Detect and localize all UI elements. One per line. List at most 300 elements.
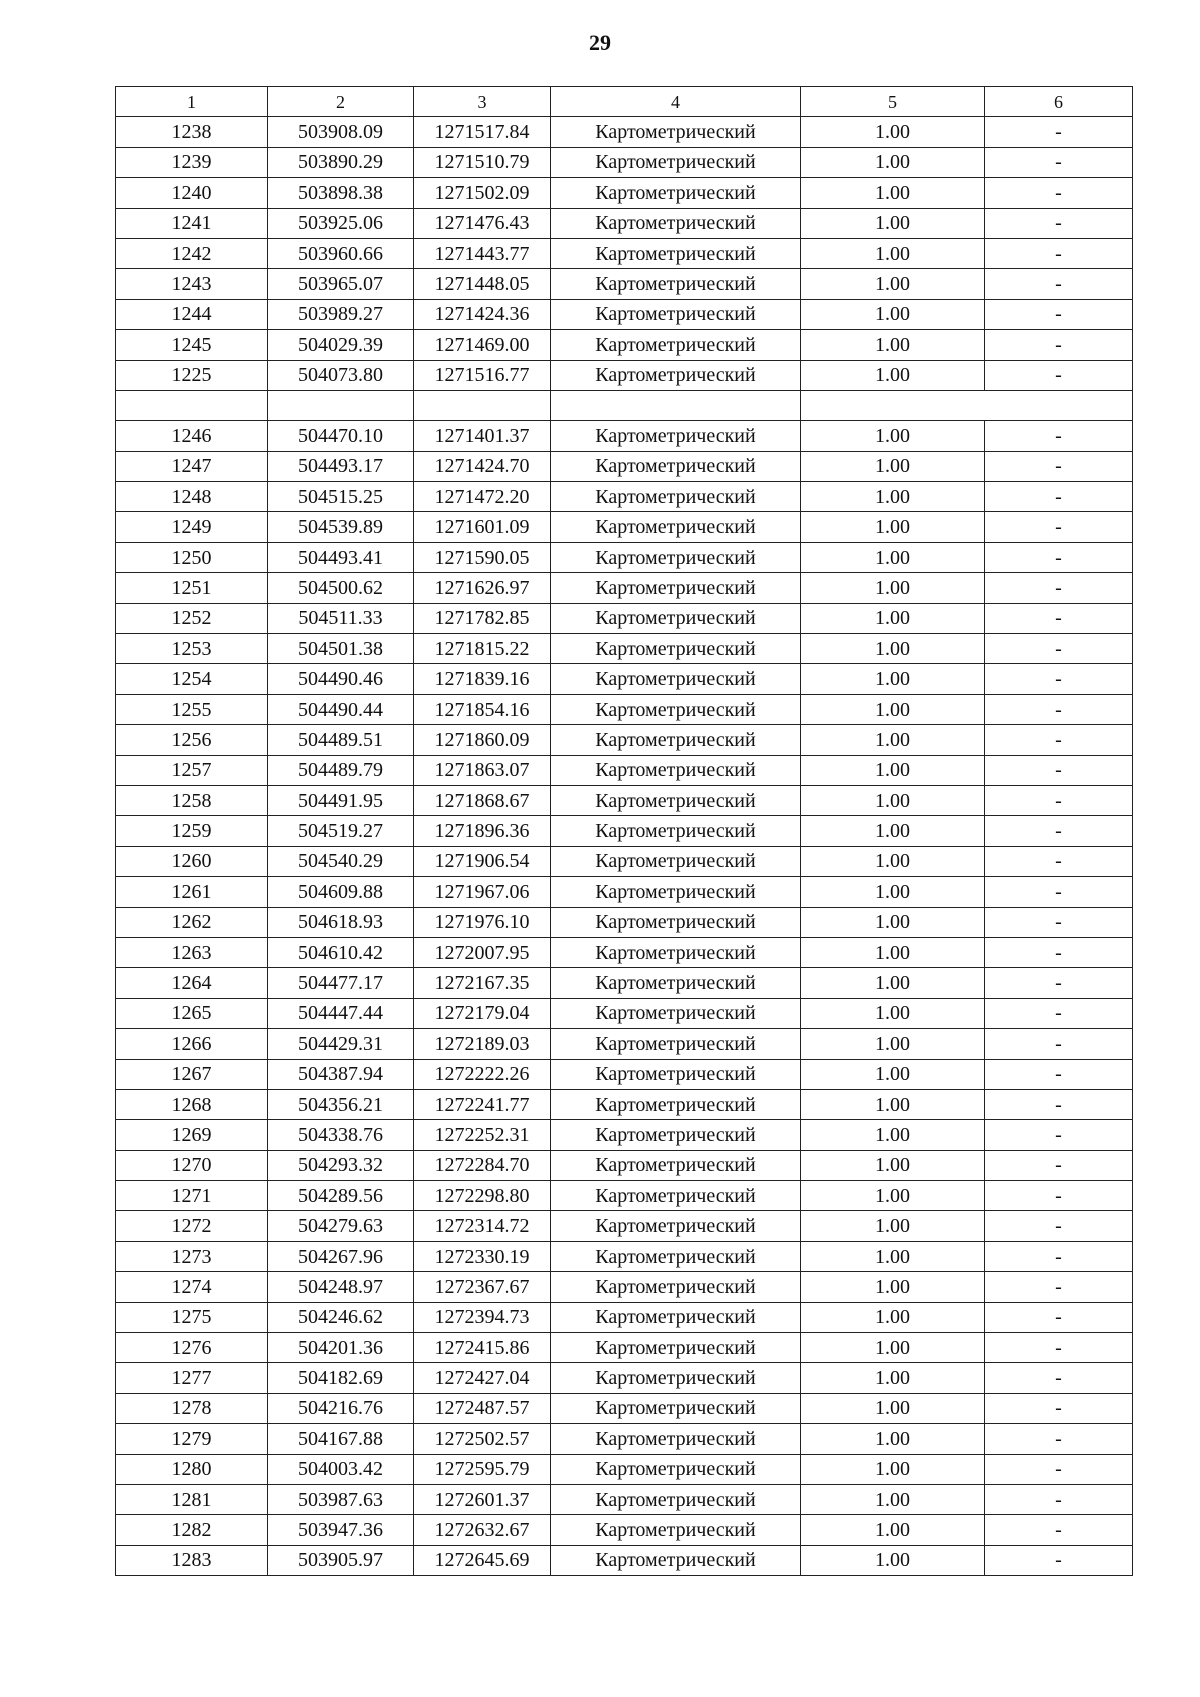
table-row: [116, 542, 1133, 572]
note-cell: [985, 390, 1133, 420]
accuracy-cell: 1.00: [801, 421, 985, 451]
note-cell: -: [985, 664, 1133, 694]
note-cell: -: [985, 785, 1133, 815]
point-number-cell: 1269: [116, 1120, 268, 1150]
x-coordinate-cell: 504216.76: [268, 1393, 414, 1423]
point-number-cell: 1225: [116, 360, 268, 390]
method-cell: Картометрический: [551, 299, 801, 329]
note-cell: -: [985, 330, 1133, 360]
note-cell: -: [985, 542, 1133, 572]
table-row: [116, 1120, 1133, 1150]
table-row: [116, 390, 1133, 420]
accuracy-cell: 1.00: [801, 1363, 985, 1393]
accuracy-cell: 1.00: [801, 1333, 985, 1363]
point-number-cell: 1263: [116, 937, 268, 967]
note-cell: -: [985, 907, 1133, 937]
y-coordinate-cell: 1272487.57: [414, 1393, 551, 1423]
table-row: [116, 117, 1133, 147]
x-coordinate-cell: 504201.36: [268, 1333, 414, 1363]
accuracy-cell: 1.00: [801, 907, 985, 937]
method-cell: Картометрический: [551, 542, 801, 572]
accuracy-cell: 1.00: [801, 1211, 985, 1241]
table-row: [116, 1150, 1133, 1180]
x-coordinate-cell: 504267.96: [268, 1241, 414, 1271]
point-number-cell: 1277: [116, 1363, 268, 1393]
x-coordinate-cell: 504519.27: [268, 816, 414, 846]
table-row: [116, 634, 1133, 664]
point-number-cell: 1255: [116, 694, 268, 724]
note-cell: -: [985, 1515, 1133, 1545]
y-coordinate-cell: 1272252.31: [414, 1120, 551, 1150]
method-cell: Картометрический: [551, 1333, 801, 1363]
method-cell: Картометрический: [551, 998, 801, 1028]
y-coordinate-cell: 1271967.06: [414, 877, 551, 907]
y-coordinate-cell: 1271401.37: [414, 421, 551, 451]
table-row: [116, 1393, 1133, 1423]
method-cell: Картометрический: [551, 1211, 801, 1241]
x-coordinate-cell: 503965.07: [268, 269, 414, 299]
y-coordinate-cell: 1272189.03: [414, 1029, 551, 1059]
method-cell: Картометрический: [551, 512, 801, 542]
method-cell: Картометрический: [551, 1059, 801, 1089]
table-row: [116, 907, 1133, 937]
x-coordinate-cell: 504618.93: [268, 907, 414, 937]
x-coordinate-cell: 504609.88: [268, 877, 414, 907]
method-cell: Картометрический: [551, 573, 801, 603]
x-coordinate-cell: 504356.21: [268, 1089, 414, 1119]
page-number: 29: [589, 30, 611, 55]
y-coordinate-cell: 1271443.77: [414, 238, 551, 268]
point-number-cell: 1238: [116, 117, 268, 147]
note-cell: -: [985, 238, 1133, 268]
x-coordinate-cell: 504246.62: [268, 1302, 414, 1332]
table-row: [116, 573, 1133, 603]
note-cell: -: [985, 877, 1133, 907]
point-number-cell: 1259: [116, 816, 268, 846]
point-number-cell: 1262: [116, 907, 268, 937]
point-number-cell: 1270: [116, 1150, 268, 1180]
y-coordinate-cell: 1272367.67: [414, 1272, 551, 1302]
accuracy-cell: 1.00: [801, 968, 985, 998]
accuracy-cell: 1.00: [801, 1515, 985, 1545]
point-number-cell: 1256: [116, 725, 268, 755]
note-cell: -: [985, 1059, 1133, 1089]
point-number-cell: 1248: [116, 482, 268, 512]
point-number-cell: 1253: [116, 634, 268, 664]
table-row: [116, 998, 1133, 1028]
method-cell: Картометрический: [551, 1545, 801, 1575]
point-number-cell: 1260: [116, 846, 268, 876]
accuracy-cell: 1.00: [801, 178, 985, 208]
table-row: [116, 147, 1133, 177]
y-coordinate-cell: 1271502.09: [414, 178, 551, 208]
point-number-cell: 1249: [116, 512, 268, 542]
accuracy-cell: 1.00: [801, 299, 985, 329]
x-coordinate-cell: 504429.31: [268, 1029, 414, 1059]
method-cell: Картометрический: [551, 816, 801, 846]
y-coordinate-cell: 1272601.37: [414, 1484, 551, 1514]
table-row: [116, 1545, 1133, 1575]
note-cell: -: [985, 1424, 1133, 1454]
table-row: [116, 208, 1133, 238]
note-cell: -: [985, 1211, 1133, 1241]
y-coordinate-cell: 1271601.09: [414, 512, 551, 542]
accuracy-cell: 1.00: [801, 482, 985, 512]
point-number-cell: 1280: [116, 1454, 268, 1484]
method-cell: Картометрический: [551, 208, 801, 238]
table-row: [116, 1363, 1133, 1393]
method-cell: Картометрический: [551, 725, 801, 755]
table-row: [116, 846, 1133, 876]
method-cell: Картометрический: [551, 1393, 801, 1423]
note-cell: -: [985, 1150, 1133, 1180]
x-coordinate-cell: 504493.41: [268, 542, 414, 572]
accuracy-cell: 1.00: [801, 785, 985, 815]
y-coordinate-cell: 1271863.07: [414, 755, 551, 785]
point-number-cell: 1252: [116, 603, 268, 633]
method-cell: Картометрический: [551, 877, 801, 907]
note-cell: -: [985, 147, 1133, 177]
x-coordinate-cell: 504477.17: [268, 968, 414, 998]
table-row: [116, 937, 1133, 967]
y-coordinate-cell: 1271590.05: [414, 542, 551, 572]
x-coordinate-cell: 504490.46: [268, 664, 414, 694]
y-coordinate-cell: 1272241.77: [414, 1089, 551, 1119]
table-row: [116, 1241, 1133, 1271]
column-header-2: 2: [268, 87, 414, 117]
x-coordinate-cell: 504279.63: [268, 1211, 414, 1241]
note-cell: -: [985, 1029, 1133, 1059]
note-cell: -: [985, 1545, 1133, 1575]
method-cell: Картометрический: [551, 968, 801, 998]
note-cell: -: [985, 603, 1133, 633]
x-coordinate-cell: 504610.42: [268, 937, 414, 967]
method-cell: Картометрический: [551, 360, 801, 390]
point-number-cell: 1251: [116, 573, 268, 603]
note-cell: -: [985, 360, 1133, 390]
method-cell: Картометрический: [551, 664, 801, 694]
x-coordinate-cell: 504540.29: [268, 846, 414, 876]
point-number-cell: 1257: [116, 755, 268, 785]
table-row: [116, 725, 1133, 755]
y-coordinate-cell: 1272179.04: [414, 998, 551, 1028]
method-cell: Картометрический: [551, 147, 801, 177]
y-coordinate-cell: 1271448.05: [414, 269, 551, 299]
accuracy-cell: 1.00: [801, 542, 985, 572]
method-cell: Картометрический: [551, 694, 801, 724]
x-coordinate-cell: 504515.25: [268, 482, 414, 512]
table-row: [116, 330, 1133, 360]
accuracy-cell: 1.00: [801, 147, 985, 177]
y-coordinate-cell: 1272167.35: [414, 968, 551, 998]
x-coordinate-cell: 503890.29: [268, 147, 414, 177]
note-cell: -: [985, 1393, 1133, 1423]
x-coordinate-cell: 504447.44: [268, 998, 414, 1028]
point-number-cell: 1258: [116, 785, 268, 815]
point-number-cell: 1266: [116, 1029, 268, 1059]
method-cell: Картометрический: [551, 937, 801, 967]
note-cell: -: [985, 512, 1133, 542]
note-cell: -: [985, 451, 1133, 481]
y-coordinate-cell: 1271472.20: [414, 482, 551, 512]
table-row: [116, 269, 1133, 299]
x-coordinate-cell: 504289.56: [268, 1181, 414, 1211]
x-coordinate-cell: 504387.94: [268, 1059, 414, 1089]
x-coordinate-cell: 504490.44: [268, 694, 414, 724]
table-row: [116, 1029, 1133, 1059]
point-number-cell: 1282: [116, 1515, 268, 1545]
accuracy-cell: 1.00: [801, 1393, 985, 1423]
method-cell: Картометрический: [551, 1363, 801, 1393]
point-number-cell: 1240: [116, 178, 268, 208]
method-cell: Картометрический: [551, 1272, 801, 1302]
accuracy-cell: 1.00: [801, 725, 985, 755]
accuracy-cell: 1.00: [801, 603, 985, 633]
method-cell: Картометрический: [551, 238, 801, 268]
accuracy-cell: 1.00: [801, 1029, 985, 1059]
x-coordinate-cell: 504500.62: [268, 573, 414, 603]
accuracy-cell: 1.00: [801, 998, 985, 1028]
y-coordinate-cell: 1271424.36: [414, 299, 551, 329]
point-number-cell: 1250: [116, 542, 268, 572]
point-number-cell: 1279: [116, 1424, 268, 1454]
accuracy-cell: 1.00: [801, 846, 985, 876]
coordinates-table: [115, 86, 1133, 1576]
method-cell: Картометрический: [551, 1150, 801, 1180]
y-coordinate-cell: 1271815.22: [414, 634, 551, 664]
table-row: [116, 1181, 1133, 1211]
x-coordinate-cell: 504073.80: [268, 360, 414, 390]
method-cell: Картометрический: [551, 451, 801, 481]
method-cell: Картометрический: [551, 1241, 801, 1271]
y-coordinate-cell: 1271424.70: [414, 451, 551, 481]
note-cell: -: [985, 634, 1133, 664]
column-header-6: 6: [985, 87, 1133, 117]
note-cell: -: [985, 1302, 1133, 1332]
method-cell: Картометрический: [551, 907, 801, 937]
y-coordinate-cell: 1271896.36: [414, 816, 551, 846]
note-cell: -: [985, 998, 1133, 1028]
x-coordinate-cell: 504248.97: [268, 1272, 414, 1302]
point-number-cell: 1242: [116, 238, 268, 268]
method-cell: Картометрический: [551, 603, 801, 633]
accuracy-cell: 1.00: [801, 877, 985, 907]
note-cell: -: [985, 1181, 1133, 1211]
method-cell: Картометрический: [551, 178, 801, 208]
accuracy-cell: 1.00: [801, 1484, 985, 1514]
y-coordinate-cell: 1272427.04: [414, 1363, 551, 1393]
table-row: [116, 1272, 1133, 1302]
column-header-3: 3: [414, 87, 551, 117]
point-number-cell: 1274: [116, 1272, 268, 1302]
table-row: [116, 603, 1133, 633]
accuracy-cell: 1.00: [801, 1089, 985, 1119]
table-row: [116, 482, 1133, 512]
point-number-cell: 1281: [116, 1484, 268, 1514]
point-number-cell: 1261: [116, 877, 268, 907]
method-cell: Картометрический: [551, 1424, 801, 1454]
point-number-cell: 1272: [116, 1211, 268, 1241]
y-coordinate-cell: 1272502.57: [414, 1424, 551, 1454]
table-row: [116, 421, 1133, 451]
note-cell: -: [985, 846, 1133, 876]
table-row: [116, 451, 1133, 481]
x-coordinate-cell: 504003.42: [268, 1454, 414, 1484]
x-coordinate-cell: 504470.10: [268, 421, 414, 451]
note-cell: -: [985, 816, 1133, 846]
table-row: [116, 1454, 1133, 1484]
column-header-4: 4: [551, 87, 801, 117]
note-cell: -: [985, 755, 1133, 785]
y-coordinate-cell: 1272330.19: [414, 1241, 551, 1271]
y-coordinate-cell: 1271868.67: [414, 785, 551, 815]
table-row: [116, 178, 1133, 208]
x-coordinate-cell: 504491.95: [268, 785, 414, 815]
accuracy-cell: 1.00: [801, 1302, 985, 1332]
accuracy-cell: 1.00: [801, 816, 985, 846]
table-row: [116, 1059, 1133, 1089]
y-coordinate-cell: 1271839.16: [414, 664, 551, 694]
table-row: [116, 755, 1133, 785]
point-number-cell: 1273: [116, 1241, 268, 1271]
table-row: [116, 1333, 1133, 1363]
note-cell: -: [985, 694, 1133, 724]
point-number-cell: 1267: [116, 1059, 268, 1089]
note-cell: -: [985, 1363, 1133, 1393]
x-coordinate-cell: 504029.39: [268, 330, 414, 360]
note-cell: -: [985, 208, 1133, 238]
point-number-cell: 1241: [116, 208, 268, 238]
table-row: [116, 512, 1133, 542]
y-coordinate-cell: 1271469.00: [414, 330, 551, 360]
x-coordinate-cell: 503987.63: [268, 1484, 414, 1514]
method-cell: Картометрический: [551, 1454, 801, 1484]
method-cell: Картометрический: [551, 269, 801, 299]
x-coordinate-cell: 503925.06: [268, 208, 414, 238]
note-cell: -: [985, 269, 1133, 299]
accuracy-cell: 1.00: [801, 360, 985, 390]
method-cell: Картометрический: [551, 785, 801, 815]
note-cell: -: [985, 421, 1133, 451]
table-row: [116, 1302, 1133, 1332]
point-number-cell: 1246: [116, 421, 268, 451]
y-coordinate-cell: 1272632.67: [414, 1515, 551, 1545]
y-coordinate-cell: 1272645.69: [414, 1545, 551, 1575]
accuracy-cell: 1.00: [801, 664, 985, 694]
accuracy-cell: 1.00: [801, 1120, 985, 1150]
x-coordinate-cell: 503908.09: [268, 117, 414, 147]
y-coordinate-cell: 1272314.72: [414, 1211, 551, 1241]
y-coordinate-cell: 1271517.84: [414, 117, 551, 147]
point-number-cell: 1268: [116, 1089, 268, 1119]
accuracy-cell: 1.00: [801, 1241, 985, 1271]
y-coordinate-cell: 1271510.79: [414, 147, 551, 177]
accuracy-cell: 1.00: [801, 451, 985, 481]
point-number-cell: 1247: [116, 451, 268, 481]
column-header-1: 1: [116, 87, 268, 117]
table-row: [116, 877, 1133, 907]
table-row: [116, 664, 1133, 694]
point-number-cell: 1243: [116, 269, 268, 299]
x-coordinate-cell: 503989.27: [268, 299, 414, 329]
accuracy-cell: 1.00: [801, 755, 985, 785]
accuracy-cell: 1.00: [801, 694, 985, 724]
y-coordinate-cell: [414, 390, 551, 420]
x-coordinate-cell: [268, 390, 414, 420]
point-number-cell: 1245: [116, 330, 268, 360]
x-coordinate-cell: 504338.76: [268, 1120, 414, 1150]
y-coordinate-cell: 1271860.09: [414, 725, 551, 755]
method-cell: Картометрический: [551, 1515, 801, 1545]
note-cell: -: [985, 117, 1133, 147]
note-cell: -: [985, 1241, 1133, 1271]
y-coordinate-cell: 1272595.79: [414, 1454, 551, 1484]
accuracy-cell: 1.00: [801, 1424, 985, 1454]
note-cell: -: [985, 299, 1133, 329]
x-coordinate-cell: 504489.79: [268, 755, 414, 785]
accuracy-cell: [801, 390, 985, 420]
accuracy-cell: 1.00: [801, 1454, 985, 1484]
table-row: [116, 1484, 1133, 1514]
method-cell: Картометрический: [551, 1120, 801, 1150]
accuracy-cell: 1.00: [801, 208, 985, 238]
table-row: [116, 1211, 1133, 1241]
y-coordinate-cell: 1271854.16: [414, 694, 551, 724]
accuracy-cell: 1.00: [801, 1272, 985, 1302]
x-coordinate-cell: 503960.66: [268, 238, 414, 268]
accuracy-cell: 1.00: [801, 238, 985, 268]
x-coordinate-cell: 504489.51: [268, 725, 414, 755]
method-cell: Картометрический: [551, 330, 801, 360]
y-coordinate-cell: 1271906.54: [414, 846, 551, 876]
table-row: [116, 694, 1133, 724]
note-cell: -: [985, 937, 1133, 967]
point-number-cell: [116, 390, 268, 420]
x-coordinate-cell: 503947.36: [268, 1515, 414, 1545]
y-coordinate-cell: 1272284.70: [414, 1150, 551, 1180]
y-coordinate-cell: 1271476.43: [414, 208, 551, 238]
accuracy-cell: 1.00: [801, 634, 985, 664]
y-coordinate-cell: 1271626.97: [414, 573, 551, 603]
method-cell: Картометрический: [551, 117, 801, 147]
y-coordinate-cell: 1272415.86: [414, 1333, 551, 1363]
point-number-cell: 1275: [116, 1302, 268, 1332]
table-row: [116, 1515, 1133, 1545]
note-cell: -: [985, 178, 1133, 208]
method-cell: Картометрический: [551, 634, 801, 664]
accuracy-cell: 1.00: [801, 1059, 985, 1089]
accuracy-cell: 1.00: [801, 269, 985, 299]
point-number-cell: 1239: [116, 147, 268, 177]
note-cell: -: [985, 1272, 1133, 1302]
accuracy-cell: 1.00: [801, 330, 985, 360]
method-cell: Картометрический: [551, 421, 801, 451]
x-coordinate-cell: 504511.33: [268, 603, 414, 633]
y-coordinate-cell: 1271782.85: [414, 603, 551, 633]
point-number-cell: 1271: [116, 1181, 268, 1211]
table-row: [116, 816, 1133, 846]
accuracy-cell: 1.00: [801, 512, 985, 542]
accuracy-cell: 1.00: [801, 1181, 985, 1211]
y-coordinate-cell: 1271516.77: [414, 360, 551, 390]
note-cell: -: [985, 1120, 1133, 1150]
accuracy-cell: 1.00: [801, 1545, 985, 1575]
method-cell: Картометрический: [551, 1089, 801, 1119]
table-body: [116, 117, 1133, 1576]
method-cell: Картометрический: [551, 755, 801, 785]
method-cell: Картометрический: [551, 482, 801, 512]
table-row: [116, 360, 1133, 390]
